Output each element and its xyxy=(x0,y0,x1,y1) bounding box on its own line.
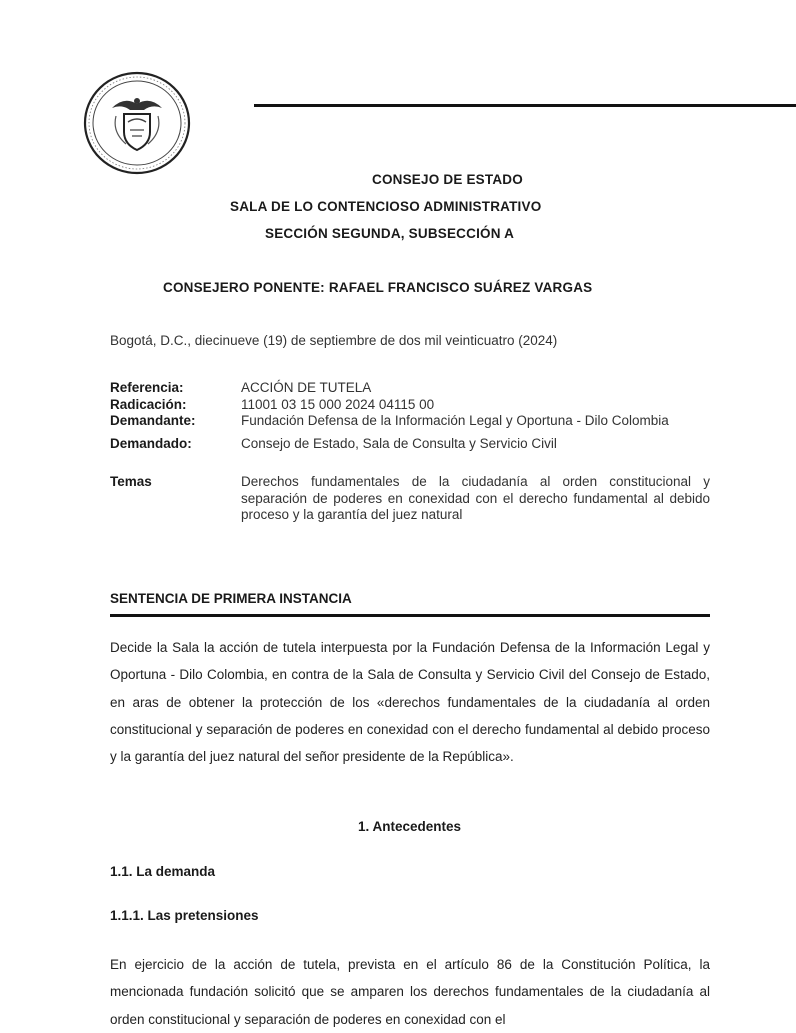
temas-label: Temas xyxy=(110,474,152,489)
demandado-value: Consejo de Estado, Sala de Consulta y Servicio Civil xyxy=(241,435,557,451)
court-header xyxy=(0,172,796,252)
ponente-text: CONSEJERO PONENTE: RAFAEL FRANCISCO SUÁREZ VARGAS xyxy=(163,280,593,295)
demandante-label: Demandante: xyxy=(110,413,196,428)
temas-value: Derechos fundamentales de la ciudadanía al orden constitucional y separación de poderes en conexidad con el derecho fundamental al debido proceso y la garantía del juez natural xyxy=(241,474,710,522)
subsection-la-demanda: 1.1. La demanda xyxy=(110,864,216,879)
date-line: Bogotá, D.C., diecinueve (19) de septiembre de dos mil veinticuatro (2024) xyxy=(110,333,558,348)
radicacion-value: 11001 03 15 000 2024 04115 00 xyxy=(241,396,435,412)
chamber-name: SALA DE LO CONTENCIOSO ADMINISTRATIVO xyxy=(230,199,542,214)
court-name: CONSEJO DE ESTADO xyxy=(372,172,523,187)
pretensiones-paragraph: En ejercicio de la acción de tutela, prevista en el artículo 86 de la Constitución Política, la mencionada fundación solicitó que se amparen los derechos fundamentales de la ciudadanía al orden constitucional y separación de poderes en conexidad con el xyxy=(110,957,710,1027)
coat-of-arms-seal xyxy=(82,70,192,176)
ponente-line xyxy=(0,280,796,300)
temas-row xyxy=(110,474,710,524)
radicacion-row xyxy=(110,397,710,414)
reference-row xyxy=(110,380,710,397)
section-antecedentes: 1. Antecedentes xyxy=(358,819,462,834)
reference-label: Referencia: xyxy=(110,380,184,395)
radicacion-label: Radicación: xyxy=(110,396,187,412)
demandado-row xyxy=(110,436,710,453)
section-name: SECCIÓN SEGUNDA, SUBSECCIÓN A xyxy=(265,226,515,241)
demandante-value: Fundación Defensa de la Información Legal y Oportuna - Dilo Colombia xyxy=(241,413,669,428)
demandado-label: Demandado: xyxy=(110,435,192,451)
demandante-row xyxy=(110,413,710,430)
intro-paragraph: Decide la Sala la acción de tutela interpuesta por la Fundación Defensa de la Información Legal y Oportuna - Dilo Colombia, en contra de la Sala de Consulta y Servicio Civil del Consejo de Estado, en aras de obtener la protección de los «derechos fundamentales de la ciudadanía al orden constitucional y separación de poderes en conexidad con el derecho fundamental al debido proceso y la garantía del juez natural del señor presidente de la República». xyxy=(110,640,710,765)
sentence-title: SENTENCIA DE PRIMERA INSTANCIA xyxy=(110,591,352,606)
reference-block xyxy=(110,380,710,524)
header-rule xyxy=(254,104,796,107)
sentence-title-rule xyxy=(110,614,710,617)
subsection-pretensiones: 1.1.1. Las pretensiones xyxy=(110,908,259,923)
reference-value: ACCIÓN DE TUTELA xyxy=(241,380,372,395)
